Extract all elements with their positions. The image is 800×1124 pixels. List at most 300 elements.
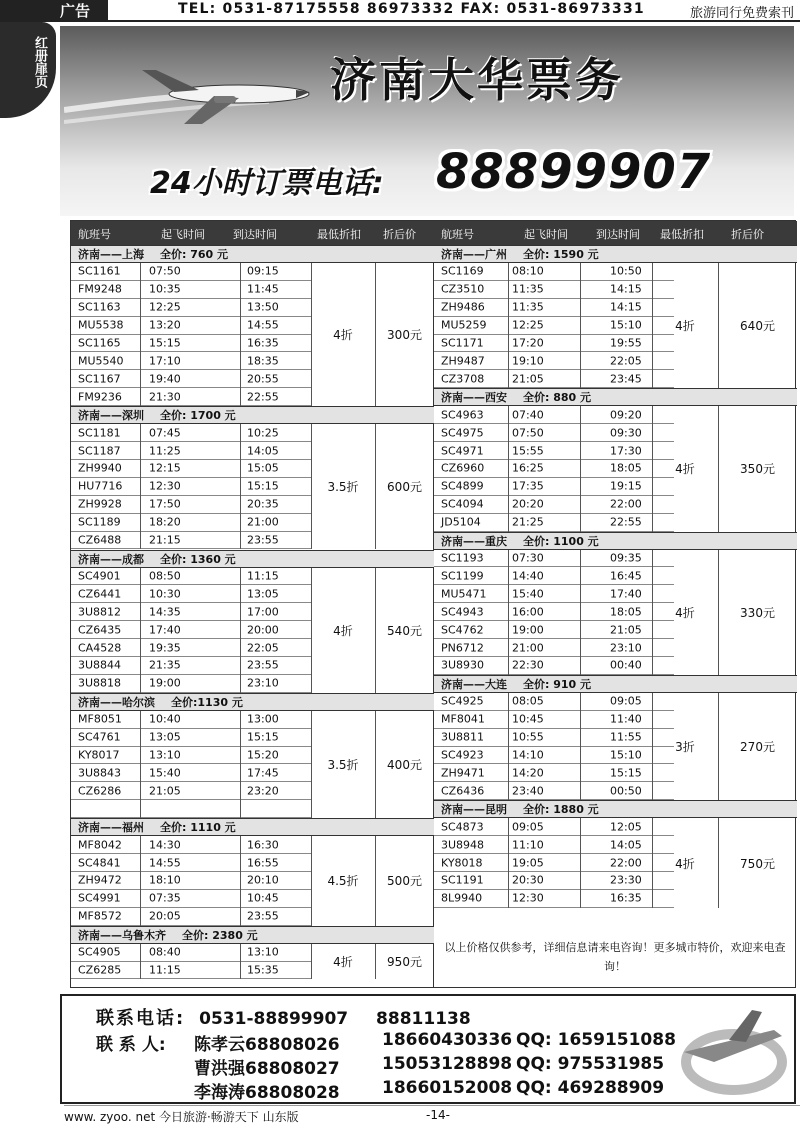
depart-time: 10:45	[512, 712, 544, 726]
price-cell: 540元	[387, 623, 422, 638]
qq-label: QQ:	[516, 1078, 552, 1098]
person-qq	[516, 1030, 676, 1050]
arrive-time: 22:00	[610, 856, 642, 870]
depart-time: 17:40	[149, 623, 181, 637]
flight-row	[71, 657, 311, 675]
route-header	[434, 388, 797, 406]
depart-time: 15:40	[512, 587, 544, 601]
route-section	[71, 693, 434, 818]
arrive-time: 23:20	[247, 784, 279, 798]
grid-line	[240, 711, 241, 818]
flight-number: CZ6960	[441, 461, 485, 475]
flight-number: JD5104	[441, 515, 481, 529]
flight-number: SC1193	[441, 551, 484, 565]
grid-line	[580, 818, 581, 908]
banner	[60, 26, 794, 216]
grid-line	[240, 424, 241, 549]
arrive-time: 20:00	[247, 623, 279, 637]
flight-row	[71, 532, 311, 550]
grid-line	[580, 263, 581, 388]
contact-box	[60, 994, 796, 1104]
route-name: 济南——上海	[78, 248, 144, 261]
col-discount: 最低折扣	[660, 228, 704, 241]
flight-number: MF8572	[78, 909, 122, 923]
arrive-time: 15:35	[247, 963, 279, 977]
flight-row	[71, 585, 311, 603]
arrive-time: 09:35	[610, 551, 642, 565]
flight-row	[434, 854, 674, 872]
arrive-time: 14:15	[610, 300, 642, 314]
depart-time: 21:05	[149, 784, 181, 798]
depart-time: 09:05	[512, 820, 544, 834]
flight-number: SC4925	[441, 694, 484, 708]
flight-number: ZH9928	[78, 497, 122, 511]
flight-row	[71, 424, 311, 442]
col-arrive: 到达时间	[596, 228, 640, 241]
price-cell: 330元	[740, 605, 775, 620]
arrive-time: 17:45	[247, 766, 279, 780]
price-cell: 270元	[740, 740, 775, 755]
person-mobile: 15053128898	[382, 1054, 513, 1074]
grid-line	[240, 263, 241, 406]
flight-row	[71, 317, 311, 335]
flight-number: SC1181	[78, 426, 121, 440]
depart-time: 16:25	[512, 461, 544, 475]
flight-number: CZ3510	[441, 282, 485, 296]
column-header	[71, 221, 434, 245]
qq-number: 1659151088	[557, 1030, 676, 1050]
route-section	[434, 388, 797, 531]
depart-time: 20:05	[149, 909, 181, 923]
grid-line	[140, 568, 141, 693]
flight-number: SC1167	[78, 372, 121, 386]
arrive-time: 09:05	[610, 694, 642, 708]
full-price: 全价:1130 元	[171, 695, 243, 709]
flight-row	[71, 836, 311, 854]
discount-cell: 4.5折	[327, 874, 359, 889]
price-cell: 300元	[387, 328, 422, 343]
contact-row	[194, 1078, 340, 1103]
depart-time: 12:25	[149, 300, 181, 314]
flight-number: ZH9472	[78, 873, 122, 887]
route-section	[71, 818, 434, 926]
depart-time: 10:40	[149, 712, 181, 726]
depart-time: 21:05	[512, 372, 544, 386]
arrive-time: 14:15	[610, 282, 642, 296]
depart-time: 07:40	[512, 408, 544, 422]
flight-number: CZ6441	[78, 587, 122, 601]
full-price: 全价: 1100 元	[523, 534, 599, 548]
flight-number: SC4901	[78, 569, 121, 583]
depart-time: 10:55	[512, 730, 544, 744]
route-section	[71, 550, 434, 693]
full-price: 全价: 760 元	[160, 248, 229, 261]
grid-line	[508, 818, 509, 908]
arrive-time: 20:35	[247, 497, 279, 511]
flight-row	[434, 514, 674, 532]
flight-row	[71, 675, 311, 693]
depart-time: 11:15	[149, 963, 181, 977]
flight-number: MU5471	[441, 587, 487, 601]
flight-row	[434, 782, 674, 800]
grid-line	[240, 568, 241, 693]
flight-row	[71, 747, 311, 765]
person-qq	[516, 1054, 664, 1074]
depart-time: 11:35	[512, 300, 544, 314]
flight-row	[434, 567, 674, 585]
flight-row	[71, 496, 311, 514]
hotline-number: 88899907	[436, 144, 712, 200]
flight-row	[71, 962, 311, 980]
discount-cell: 4折	[333, 328, 353, 343]
arrive-time: 15:15	[247, 730, 279, 744]
depart-time: 14:55	[149, 856, 181, 870]
flight-number: MF8042	[78, 838, 122, 852]
grid-line	[140, 944, 141, 980]
flight-row	[434, 335, 674, 353]
depart-time: 21:25	[512, 515, 544, 529]
arrive-time: 00:40	[610, 658, 642, 672]
grid-line	[140, 424, 141, 549]
flight-row	[71, 568, 311, 586]
flight-number: SC4841	[78, 856, 121, 870]
route-header	[71, 406, 434, 424]
depart-time: 17:20	[512, 336, 544, 350]
contact-row	[194, 1054, 340, 1079]
flight-number: SC4975	[441, 426, 484, 440]
flight-row	[71, 890, 311, 908]
depart-time: 07:30	[512, 551, 544, 565]
person-name: 陈孝云	[194, 1035, 245, 1055]
grid-line	[580, 550, 581, 675]
arrive-time: 23:55	[247, 658, 279, 672]
arrive-time: 16:45	[610, 569, 642, 583]
page-number: -14-	[426, 1108, 450, 1122]
depart-time: 07:50	[512, 426, 544, 440]
depart-time: 17:10	[149, 354, 181, 368]
depart-time: 21:30	[149, 390, 181, 404]
arrive-time: 17:00	[247, 605, 279, 619]
depart-time: 08:40	[149, 945, 181, 959]
flight-row	[434, 747, 674, 765]
arrive-time: 22:05	[610, 354, 642, 368]
flight-number: CZ6286	[78, 784, 122, 798]
arrive-time: 18:35	[247, 354, 279, 368]
arrive-time: 12:05	[610, 820, 642, 834]
qq-label: QQ:	[516, 1030, 552, 1050]
grid-line	[140, 263, 141, 406]
depart-time: 19:00	[512, 623, 544, 637]
arrive-time: 22:55	[247, 390, 279, 404]
arrive-time: 13:10	[247, 945, 279, 959]
flight-row	[434, 424, 674, 442]
route-name: 济南——昆明	[441, 803, 507, 817]
depart-time: 11:35	[512, 282, 544, 296]
grid-line	[140, 836, 141, 926]
route-section	[434, 532, 797, 675]
depart-time: 08:05	[512, 694, 544, 708]
full-price: 全价: 880 元	[523, 391, 592, 405]
flight-number: SC4991	[78, 891, 121, 905]
arrive-time: 22:55	[610, 515, 642, 529]
depart-time: 14:40	[512, 569, 544, 583]
flight-row	[434, 693, 674, 711]
discount-cell: 3.5折	[327, 757, 359, 772]
arrive-time: 09:20	[610, 408, 642, 422]
discount-cell: 4折	[333, 623, 353, 638]
grid-line	[508, 693, 509, 800]
depart-time: 07:45	[149, 426, 181, 440]
arrive-time: 11:55	[610, 730, 642, 744]
flight-number: CZ6285	[78, 963, 122, 977]
flight-number: MF8051	[78, 712, 122, 726]
flight-row	[71, 335, 311, 353]
flight-row	[71, 800, 311, 818]
header-index-text: 旅游同行免费索刊	[689, 6, 794, 21]
header-contact-line: TEL: 0531-87175558 86973332 FAX: 0531-86973331	[178, 1, 645, 17]
flight-row	[434, 872, 674, 890]
arrive-time: 11:15	[247, 569, 279, 583]
flight-row	[434, 496, 674, 514]
contact-phone-row	[96, 1004, 471, 1030]
depart-time: 14:30	[149, 838, 181, 852]
route-header	[71, 693, 434, 711]
depart-time: 19:00	[149, 676, 181, 690]
arrive-time: 17:30	[610, 444, 642, 458]
col-price: 折后价	[731, 228, 764, 241]
arrive-time: 15:10	[610, 748, 642, 762]
flight-row	[71, 263, 311, 281]
flight-row	[434, 370, 674, 388]
col-flight-no: 航班号	[441, 228, 474, 241]
flight-row	[71, 460, 311, 478]
flight-number: SC4905	[78, 945, 121, 959]
flight-row	[434, 711, 674, 729]
discount-cell: 3折	[675, 740, 695, 755]
grid-line	[240, 836, 241, 926]
flight-number: CZ6435	[78, 623, 122, 637]
side-tab-label: 红册扉页	[32, 36, 47, 88]
depart-time: 12:15	[149, 461, 181, 475]
flight-row	[71, 764, 311, 782]
route-name: 济南——哈尔滨	[78, 695, 155, 709]
flight-number: SC1169	[441, 264, 484, 278]
discount-cell: 4折	[333, 955, 353, 970]
arrive-time: 10:25	[247, 426, 279, 440]
depart-time: 12:25	[512, 318, 544, 332]
flight-row	[434, 729, 674, 747]
col-price: 折后价	[383, 228, 416, 241]
flight-number: PN6712	[441, 641, 484, 655]
price-cell: 640元	[740, 319, 775, 334]
flight-row	[434, 263, 674, 281]
flight-row	[434, 657, 674, 675]
flight-row	[71, 872, 311, 890]
route-name: 济南——广州	[441, 248, 507, 261]
arrive-time: 20:10	[247, 873, 279, 887]
flight-row	[71, 353, 311, 371]
flight-row	[71, 478, 311, 496]
route-name: 济南——西安	[441, 391, 507, 405]
depart-time: 19:05	[512, 856, 544, 870]
arrive-time: 18:05	[610, 605, 642, 619]
flight-row	[71, 944, 311, 962]
arrive-time: 18:05	[610, 461, 642, 475]
qq-label: QQ:	[516, 1054, 552, 1074]
col-depart: 起飞时间	[161, 228, 205, 241]
qq-number: 469288909	[557, 1078, 665, 1098]
flight-row	[434, 317, 674, 335]
arrive-time: 15:05	[247, 461, 279, 475]
arrive-time: 19:15	[610, 479, 642, 493]
route-section	[71, 926, 434, 980]
arrive-time: 13:00	[247, 712, 279, 726]
depart-time: 11:10	[512, 838, 544, 852]
flight-row	[434, 621, 674, 639]
full-price: 全价: 910 元	[523, 677, 592, 691]
route-name: 济南——深圳	[78, 409, 144, 423]
flight-number: 8L9940	[441, 891, 483, 905]
flight-row	[71, 299, 311, 317]
company-name: 济南大华票务	[330, 53, 624, 107]
arrive-time: 15:15	[247, 479, 279, 493]
flight-number: 3U8844	[78, 658, 122, 672]
flight-number: SC1163	[78, 300, 121, 314]
hotline-label: 24小时订票电话:	[150, 166, 384, 201]
flight-row	[434, 550, 674, 568]
flight-row	[71, 729, 311, 747]
arrive-time: 10:50	[610, 264, 642, 278]
flight-number: SC4971	[441, 444, 484, 458]
depart-time: 11:25	[149, 444, 181, 458]
contact-row	[194, 1030, 340, 1055]
arrive-time: 10:45	[247, 891, 279, 905]
grid-line	[580, 693, 581, 800]
flight-number: 3U8811	[441, 730, 485, 744]
depart-time: 07:50	[149, 264, 181, 278]
col-depart: 起飞时间	[524, 228, 568, 241]
depart-time: 12:30	[149, 479, 181, 493]
flight-number: 3U8812	[78, 605, 122, 619]
flight-number: SC1161	[78, 264, 121, 278]
route-section	[71, 245, 434, 406]
depart-time: 19:10	[512, 354, 544, 368]
flight-table-right	[434, 221, 797, 987]
route-name: 济南——福州	[78, 821, 144, 835]
flight-number: SC1189	[78, 515, 121, 529]
discount-cell: 4折	[675, 856, 695, 871]
price-cell: 400元	[387, 757, 422, 772]
arrive-time: 22:00	[610, 497, 642, 511]
flight-row	[434, 585, 674, 603]
depart-time: 18:10	[149, 873, 181, 887]
arrive-time: 21:00	[247, 515, 279, 529]
price-cell: 750元	[740, 856, 775, 871]
full-price: 全价: 1110 元	[160, 821, 236, 835]
flight-tables	[70, 220, 796, 988]
flight-row	[434, 603, 674, 621]
depart-time: 10:30	[149, 587, 181, 601]
depart-time: 13:10	[149, 748, 181, 762]
depart-time: 21:35	[149, 658, 181, 672]
arrive-time: 19:55	[610, 336, 642, 350]
flight-row	[434, 281, 674, 299]
route-header	[434, 675, 797, 693]
depart-time: 20:20	[512, 497, 544, 511]
flight-number: ZH9487	[441, 354, 485, 368]
flight-number: 3U8818	[78, 676, 122, 690]
flight-number: 3U8843	[78, 766, 122, 780]
route-name: 济南——乌鲁木齐	[78, 928, 166, 942]
depart-time: 18:20	[149, 515, 181, 529]
arrive-time: 13:05	[247, 587, 279, 601]
depart-time: 08:50	[149, 569, 181, 583]
full-price: 全价: 1880 元	[523, 803, 599, 817]
arrive-time: 16:30	[247, 838, 279, 852]
route-name: 济南——成都	[78, 552, 144, 566]
route-name: 济南——大连	[441, 677, 507, 691]
arrive-time: 14:05	[610, 838, 642, 852]
flight-row	[71, 442, 311, 460]
price-cell: 600元	[387, 480, 422, 495]
person-mobile: 18660430336	[382, 1030, 513, 1050]
flight-number: HU7716	[78, 479, 123, 493]
flight-row	[434, 299, 674, 317]
flight-row	[71, 782, 311, 800]
person-name: 李海涛	[194, 1083, 245, 1103]
arrive-time: 00:50	[610, 784, 642, 798]
price-cell: 350元	[740, 462, 775, 477]
phone-value-2: 88811138	[376, 1009, 471, 1029]
depart-time: 13:20	[149, 318, 181, 332]
flight-number: SC1171	[441, 336, 484, 350]
flight-number: MU5259	[441, 318, 487, 332]
full-price: 全价: 2380 元	[182, 928, 258, 942]
route-header	[434, 532, 797, 550]
grid-line	[508, 406, 509, 531]
col-discount: 最低折扣	[317, 228, 361, 241]
person-name: 曹洪强	[194, 1059, 245, 1079]
route-header	[71, 818, 434, 836]
arrive-time: 15:15	[610, 766, 642, 780]
depart-time: 10:35	[149, 282, 181, 296]
col-arrive: 到达时间	[233, 228, 277, 241]
flight-row	[71, 281, 311, 299]
arrive-time: 09:30	[610, 426, 642, 440]
flight-number: FM9248	[78, 282, 122, 296]
flight-row	[434, 836, 674, 854]
person-qq	[516, 1078, 664, 1098]
depart-time: 17:50	[149, 497, 181, 511]
footer-site: www. zyoo. net 今日旅游·畅游天下 山东版	[64, 1110, 299, 1124]
page-footer	[64, 1105, 800, 1123]
arrive-time: 14:05	[247, 444, 279, 458]
discount-cell: 4折	[675, 605, 695, 620]
depart-time: 19:35	[149, 641, 181, 655]
depart-time: 13:05	[149, 730, 181, 744]
flight-number: CZ6436	[441, 784, 485, 798]
flight-row	[71, 639, 311, 657]
arrive-time: 13:50	[247, 300, 279, 314]
price-note: 以上价格仅供参考，详细信息请来电咨询！更多城市特价，欢迎来电查询！	[444, 941, 786, 973]
flight-row	[434, 442, 674, 460]
discount-cell: 4折	[675, 462, 695, 477]
flight-row	[71, 514, 311, 532]
arrive-time: 16:35	[247, 336, 279, 350]
phone-value: 0531-88899907	[199, 1009, 349, 1029]
depart-time: 14:20	[512, 766, 544, 780]
arrive-time: 16:55	[247, 856, 279, 870]
